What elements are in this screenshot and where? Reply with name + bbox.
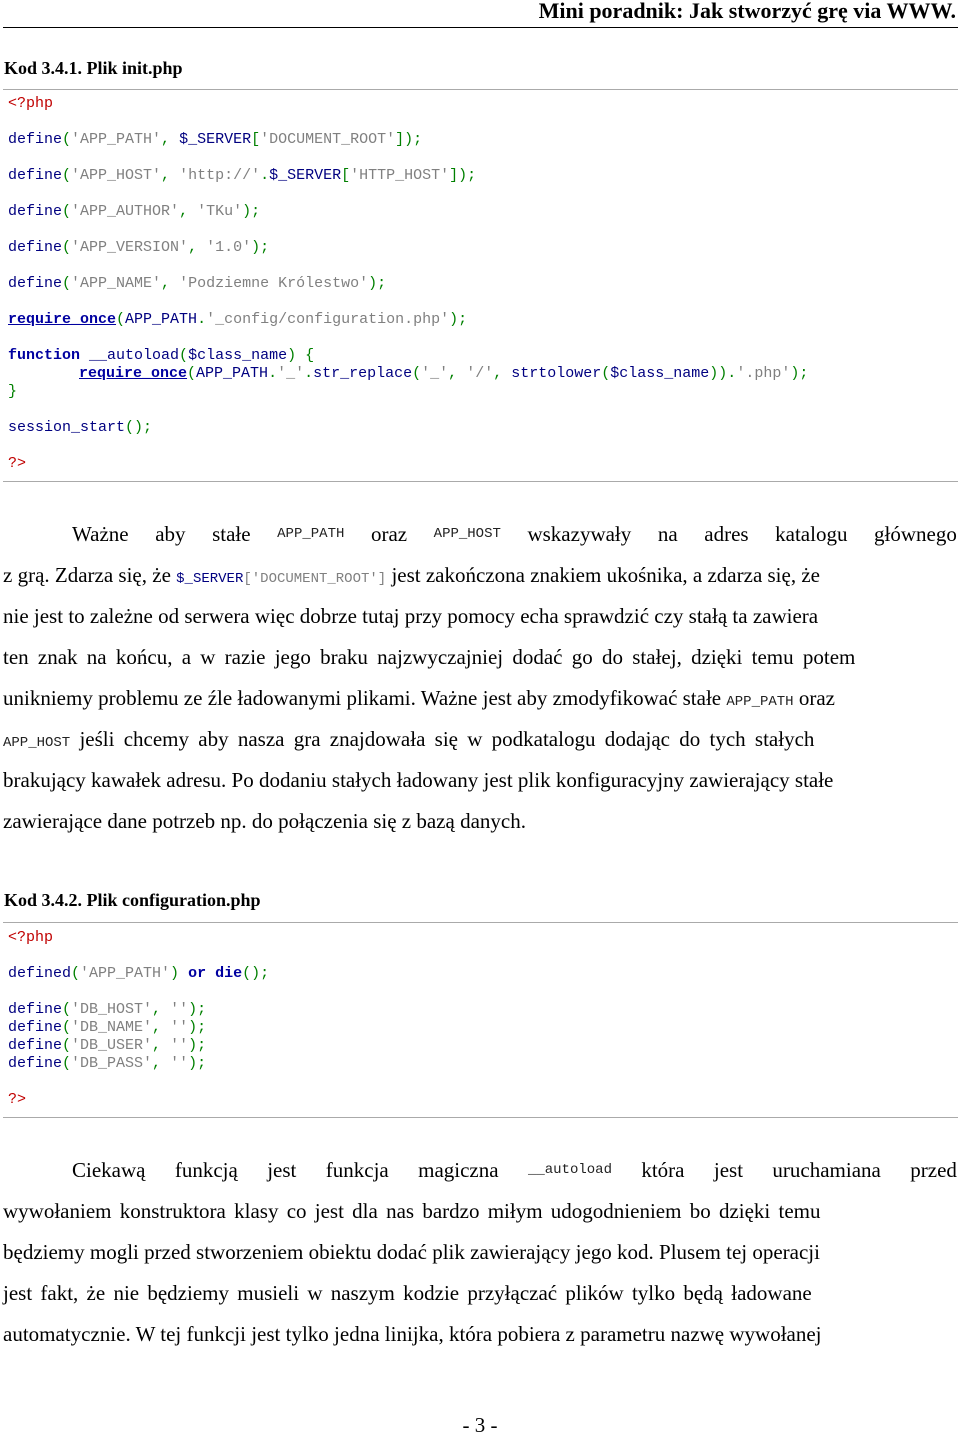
paragraph-line: jest fakt, że nie będziemy musieli w naszym kodzie przyłączać plików tylko będą ładowane xyxy=(3,1281,812,1305)
code-divider-bottom xyxy=(3,481,958,482)
paragraph-line: wywołaniem konstruktora klasy co jest dla nas bardzo miłym udogodnieniem bo dzięki temu xyxy=(3,1199,821,1223)
code-caption-init: Kod 3.4.1. Plik init.php xyxy=(4,58,183,78)
code-line: } xyxy=(8,383,18,400)
code-line: define('DB_NAME', ''); xyxy=(8,1019,207,1036)
php-close-tag: ?> xyxy=(8,455,27,472)
header-title: Mini poradnik: Jak stworzyć grę via WWW. xyxy=(538,0,956,23)
code-line: define('DB_USER', ''); xyxy=(8,1037,207,1054)
php-open-tag: <?php xyxy=(8,929,54,946)
paragraph-line: nie jest to zależne od serwera więc dobrze tutaj przy pomocy echa sprawdzić czy stałą ta zawiera xyxy=(3,604,819,628)
code-block-init xyxy=(8,95,809,503)
code-caption-configuration: Kod 3.4.2. Plik configuration.php xyxy=(4,890,261,910)
paragraph-line: automatycznie. W tej funkcji jest tylko jedna linijka, która pobiera z parametru nazwę wywołanej xyxy=(3,1322,822,1346)
code-line: define('APP_AUTHOR', 'TKu'); xyxy=(8,203,261,220)
code-line: session_start(); xyxy=(8,419,153,436)
php-close-tag: ?> xyxy=(8,1091,27,1108)
code-divider-top xyxy=(3,89,958,90)
paragraph-line: z grą. Zdarza się, że $_SERVER['DOCUMENT_ROOT'] jest zakończona znakiem ukośnika, a zdarza się, że xyxy=(3,563,820,587)
code-divider-top xyxy=(3,922,958,923)
paragraph-line: unikniemy problemu ze źle ładowanymi plikami. Ważne jest aby zmodyfikować stałe APP_PATH oraz xyxy=(3,686,835,710)
code-line: define('APP_NAME', 'Podziemne Królestwo'); xyxy=(8,275,387,292)
paragraph-line: ten znak na końcu, a w razie jego braku najzwyczajniej dodać go do stałej, dzięki temu potem xyxy=(3,645,856,669)
header-divider xyxy=(3,27,958,28)
code-block-configuration xyxy=(8,929,270,1116)
code-line: function __autoload($class_name) { xyxy=(8,347,315,364)
code-line: define('DB_HOST', ''); xyxy=(8,1001,207,1018)
paragraph-line: zawierające dane potrzeb np. do połączenia się z bazą danych. xyxy=(3,809,526,833)
code-line: define('APP_HOST', 'http://'.$_SERVER['HTTP_HOST']); xyxy=(8,167,477,184)
page-number: - 3 - xyxy=(462,1413,498,1437)
code-line: define('APP_PATH', $_SERVER['DOCUMENT_ROOT']); xyxy=(8,131,423,148)
paragraph-line: będziemy mogli przed stworzeniem obiektu dodać plik zawierający jego kod. Plusem tej operacji xyxy=(3,1240,820,1264)
code-line: require_once(APP_PATH.'_config/configuration.php'); xyxy=(8,311,468,328)
paragraph-line: Ważne aby stałe APP_PATH oraz APP_HOST wskazywały na adres katalogu głównego xyxy=(72,522,957,546)
code-line: defined('APP_PATH') or die(); xyxy=(8,965,270,982)
page-header xyxy=(0,0,960,28)
paragraph-line: brakujący kawałek adresu. Po dodaniu stałych ładowany jest plik konfiguracyjny zawierający stałe xyxy=(3,768,834,792)
code-line: define('APP_VERSION', '1.0'); xyxy=(8,239,270,256)
code-line: require_once(APP_PATH.'_'.str_replace('_', '/', strtolower($class_name)).'.php'); xyxy=(79,365,809,382)
php-open-tag: <?php xyxy=(8,95,54,112)
paragraph-line: Ciekawą funkcją jest funkcja magiczna __autoload która jest uruchamiana przed xyxy=(72,1158,957,1182)
code-line: define('DB_PASS', ''); xyxy=(8,1055,207,1072)
paragraph-line: APP_HOST jeśli chcemy aby nasza gra znajdowała się w podkatalogu dodając do tych stałych xyxy=(3,727,815,751)
code-divider-bottom xyxy=(3,1117,958,1118)
